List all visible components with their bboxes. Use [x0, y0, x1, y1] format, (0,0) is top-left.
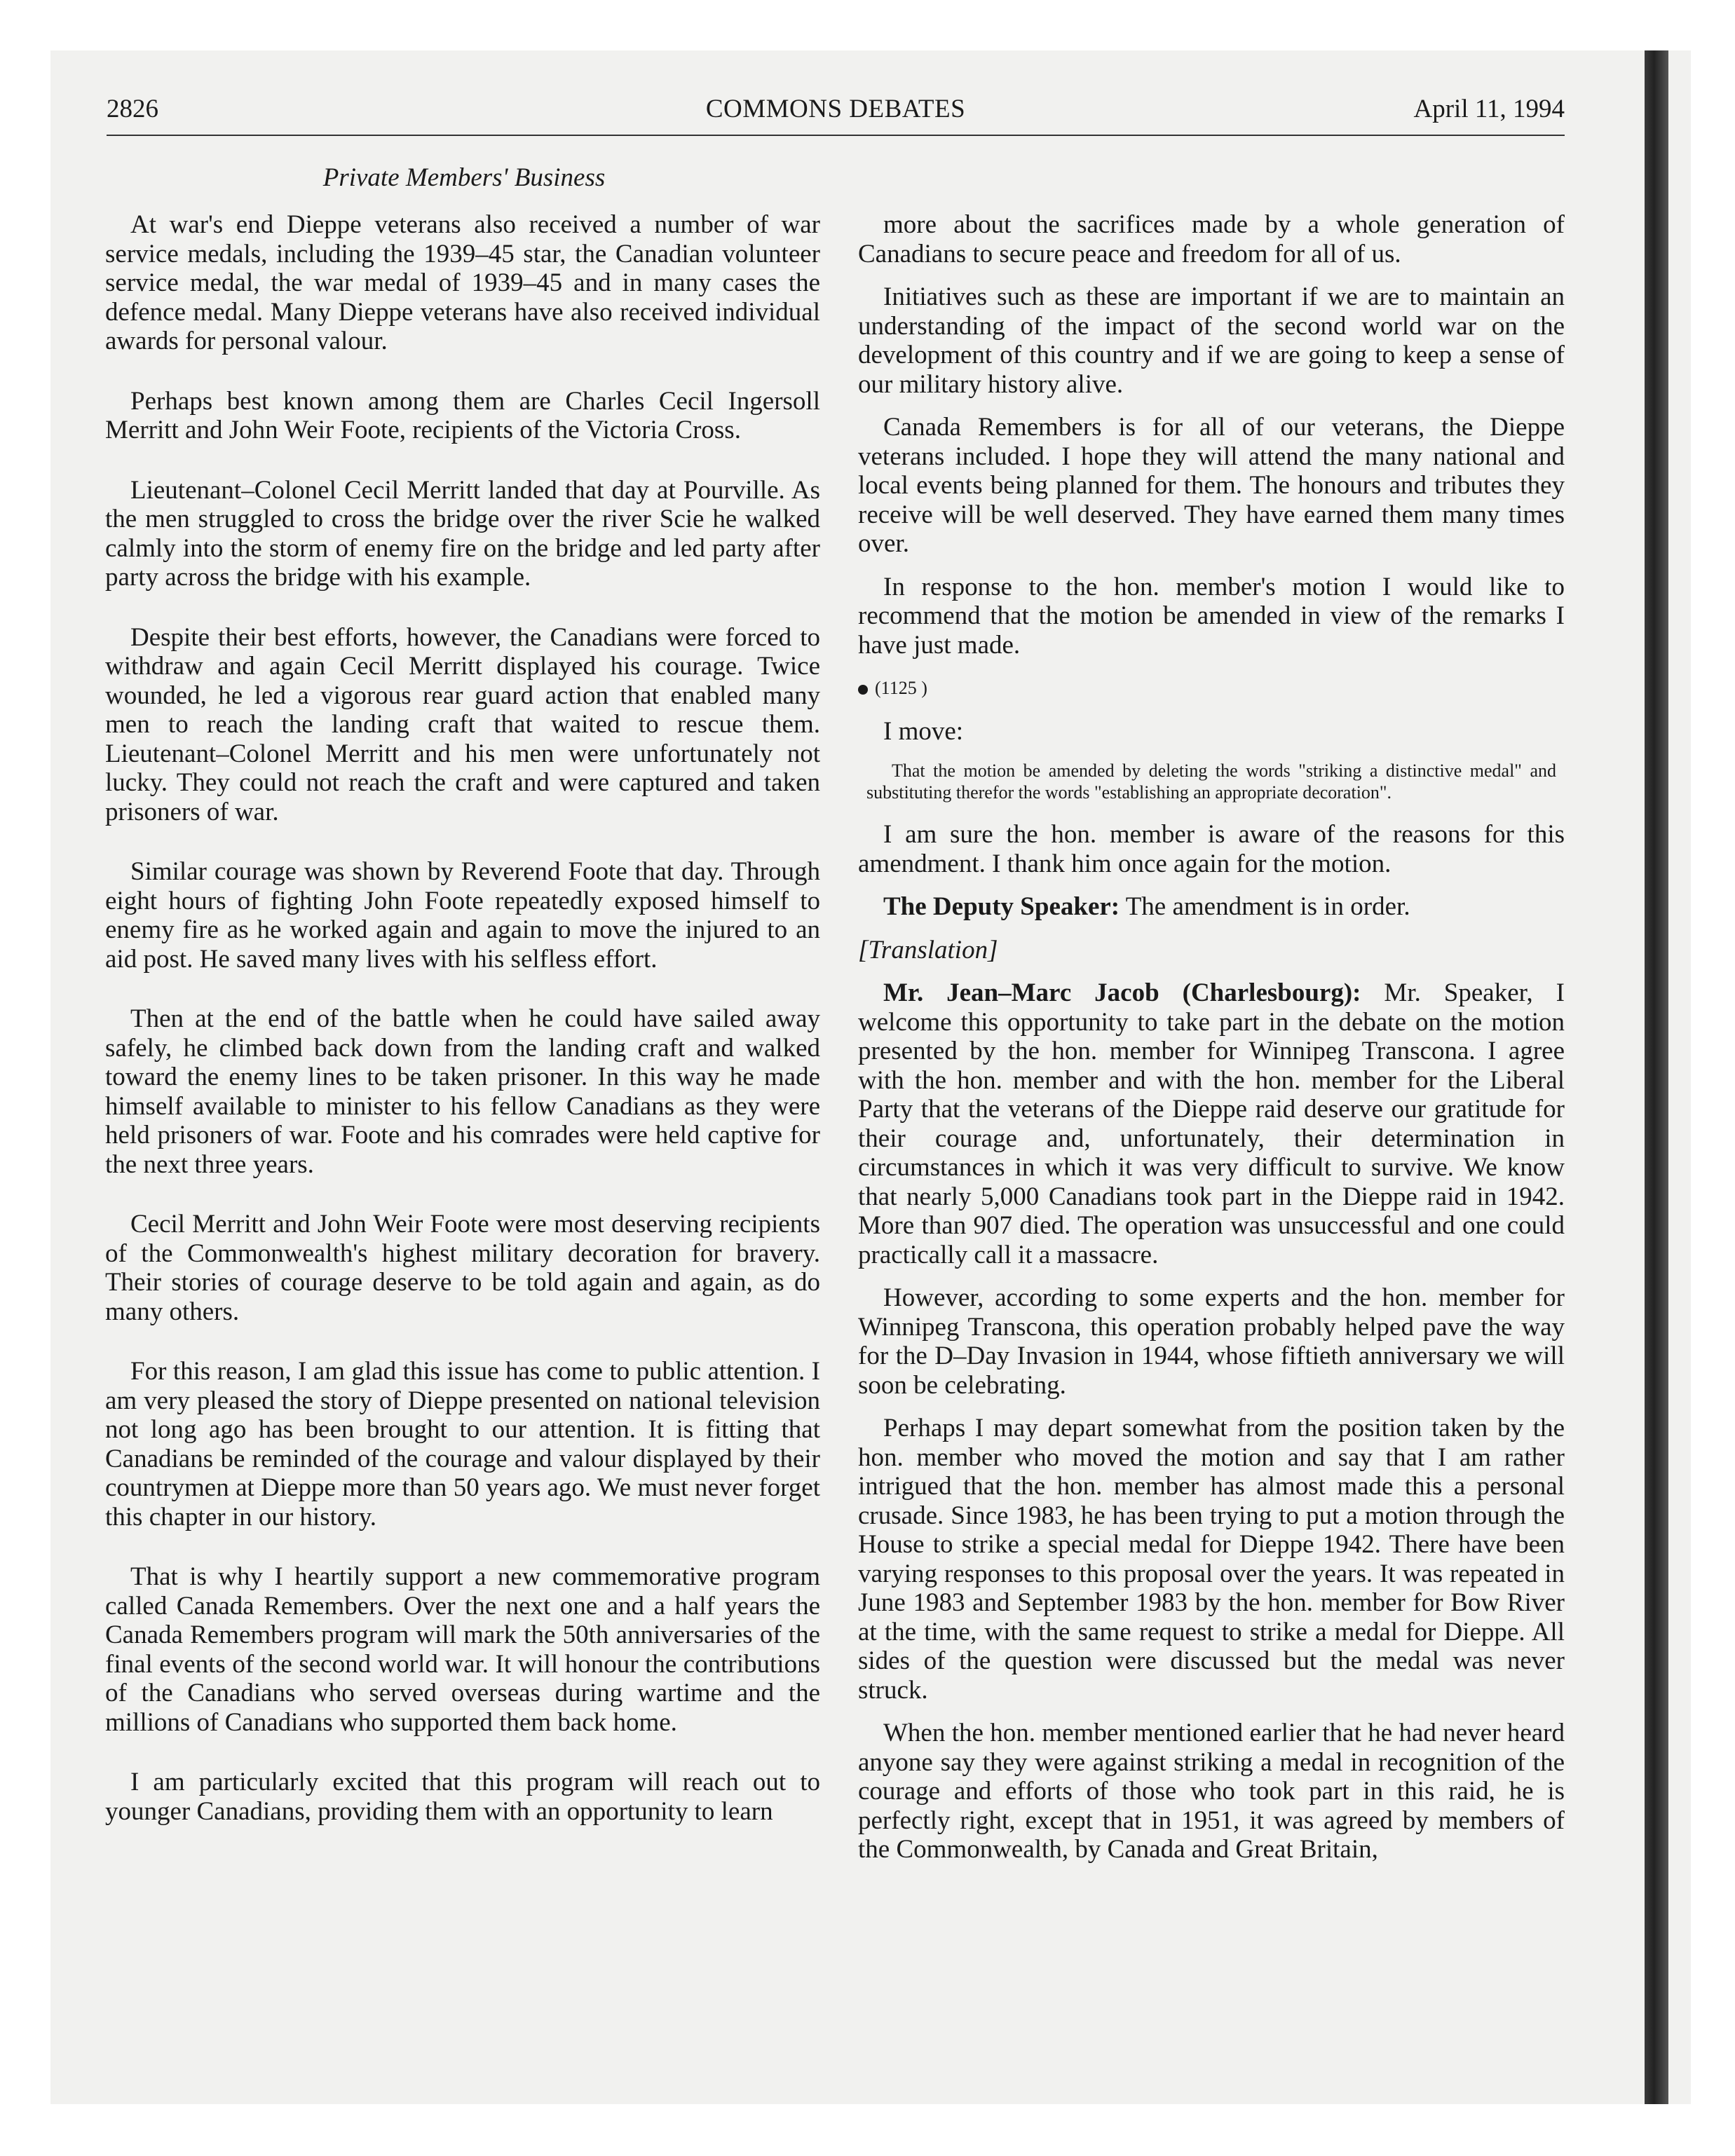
paragraph: Similar courage was shown by Reverend Foote that day. Through eight hours of fighting John Foote repeatedly exposed himself to enemy fire as he worked again and again to move the injured to an aid post. He saved many lives with his selfless effort. [105, 857, 820, 974]
section-heading: Private Members' Business [322, 163, 606, 192]
page-number: 2826 [107, 95, 158, 123]
paragraph: I am particularly excited that this program will reach out to younger Canadians, providing them with an opportunity to learn [105, 1768, 820, 1826]
header-rule [107, 135, 1565, 136]
right-column [858, 210, 1565, 1878]
speaker-text: The amendment is in order. [1120, 892, 1410, 921]
move-line: I move: [883, 716, 964, 746]
paragraph: However, according to some experts and the hon. member for Winnipeg Transcona, this operation probably helped pave the way for the D–Day Invasion in 1944, whose fiftieth anniversary we will soon be celebrating. [858, 1283, 1565, 1400]
paragraph: I am sure the hon. member is aware of the reasons for this amendment. I thank him once again for the motion. [858, 820, 1565, 878]
paragraph: Despite their best efforts, however, the Canadians were forced to withdraw and again Cecil Merritt displayed his courage. Twice wounded, he led a vigorous rear guard action that enabled many men to reach the landing craft that waited to rescue them. Lieutenant–Colonel Merritt and his men were unfortunately not lucky. They could not reach the craft and were captured and taken prisoners of war. [105, 622, 820, 826]
time-marker-text: (1125 ) [875, 678, 927, 698]
paragraph: Canada Remembers is for all of our veterans, the Dieppe veterans included. I hope they will attend the many national and local events being planned for them. The honours and tributes they receive will be well deserved. They have earned them many times over. [858, 413, 1565, 558]
speaker-paragraph [858, 978, 1565, 1269]
speaker-text: Mr. Speaker, I welcome this opportunity to take part in the debate on the motion presented by the hon. member for Winnipeg Transcona. I agree with the hon. member and with the hon. member for the Liberal Party that the veterans of the Dieppe raid deserve our gratitude for their courage and, unfortunately, their determination in circumstances in which it was very difficult to survive. We know that nearly 5,000 Canadians took part in the Dieppe raid in 1942. More than 907 died. The operation was unsuccessful and one could practically call it a massacre. [858, 978, 1565, 1269]
bullet-icon [858, 685, 868, 695]
page-header [107, 88, 1565, 130]
publication-date: April 11, 1994 [1413, 95, 1565, 123]
motion-text: That the motion be amended by deleting the words "striking a distinctive medal" and substituting therefor the words "establishing an appropriate decoration". [866, 760, 1556, 803]
paragraph: That is why I heartily support a new commemorative program called Canada Remembers. Over the next one and a half years the Canada Remembers program will mark the 50th anniversaries of the final events of the second world war. It will honour the contributions of the Canadians who served overseas during wartime and the millions of Canadians who supported them back home. [105, 1562, 820, 1737]
speaker-paragraph [858, 892, 1565, 922]
paragraph: Perhaps I may depart somewhat from the position taken by the hon. member who moved the motion and say that I am rather intrigued that the hon. member has almost made this a personal crusade. Since 1983, he has been trying to put a motion through the House to strike a special medal for Dieppe 1942. There have been varying responses to this proposal over the years. It was repeated in June 1983 and September 1983 by the hon. member for Bow River at the time, with the same request to strike a medal for Dieppe. All sides of the question were discussed but the medal was never struck. [858, 1414, 1565, 1705]
scan-edge-shadow [1645, 50, 1668, 2104]
left-column [105, 210, 820, 1857]
paragraph: more about the sacrifices made by a whole generation of Canadians to secure peace and freedom for all of us. [858, 210, 1565, 268]
paragraph: Cecil Merritt and John Weir Foote were most deserving recipients of the Commonwealth's highest military decoration for bravery. Their stories of courage deserve to be told again and again, as do many others. [105, 1210, 820, 1326]
time-marker [858, 674, 1565, 703]
publication-title: COMMONS DEBATES [705, 95, 966, 123]
speaker-label: The Deputy Speaker: [883, 892, 1120, 921]
paragraph: Initiatives such as these are important if we are to maintain an understanding of the impact of the second world war on the development of this country and if we are going to keep a sense of our military history alive. [858, 282, 1565, 399]
speaker-label: Mr. Jean–Marc Jacob (Charlesbourg): [883, 978, 1361, 1007]
translation-marker: [Translation] [858, 935, 998, 964]
paragraph: At war's end Dieppe veterans also received a number of war service medals, including the 1939–45 star, the Canadian volunteer service medal, the war medal of 1939–45 and in many cases the defence medal. Many Dieppe veterans have also received individual awards for personal valour. [105, 210, 820, 355]
paragraph: Then at the end of the battle when he could have sailed away safely, he climbed back down from the landing craft and walked toward the enemy lines to be taken prisoner. In this way he made himself available to minister to his fellow Canadians as they were held prisoners of war. Foote and his comrades were held captive for the next three years. [105, 1004, 820, 1179]
paragraph: When the hon. member mentioned earlier that he had never heard anyone say they were against striking a medal in recognition of the courage and efforts of those who took part in this raid, he is perfectly right, except that in 1951, it was agreed by members of the Commonwealth, by Canada and Great Britain, [858, 1719, 1565, 1864]
paragraph: For this reason, I am glad this issue has come to public attention. I am very pleased the story of Dieppe presented on national television not long ago has been brought to our attention. It is fitting that Canadians be reminded of the courage and valour displayed by their countrymen at Dieppe more than 50 years ago. We must never forget this chapter in our history. [105, 1357, 820, 1531]
paragraph: In response to the hon. member's motion I would like to recommend that the motion be amended in view of the remarks I have just made. [858, 572, 1565, 660]
paragraph: Perhaps best known among them are Charles Cecil Ingersoll Merritt and John Weir Foote, recipients of the Victoria Cross. [105, 386, 820, 444]
paragraph: Lieutenant–Colonel Cecil Merritt landed that day at Pourville. As the men struggled to cross the bridge over the river Scie he walked calmly into the storm of enemy fire on the bridge and led party after party across the bridge with his example. [105, 475, 820, 592]
